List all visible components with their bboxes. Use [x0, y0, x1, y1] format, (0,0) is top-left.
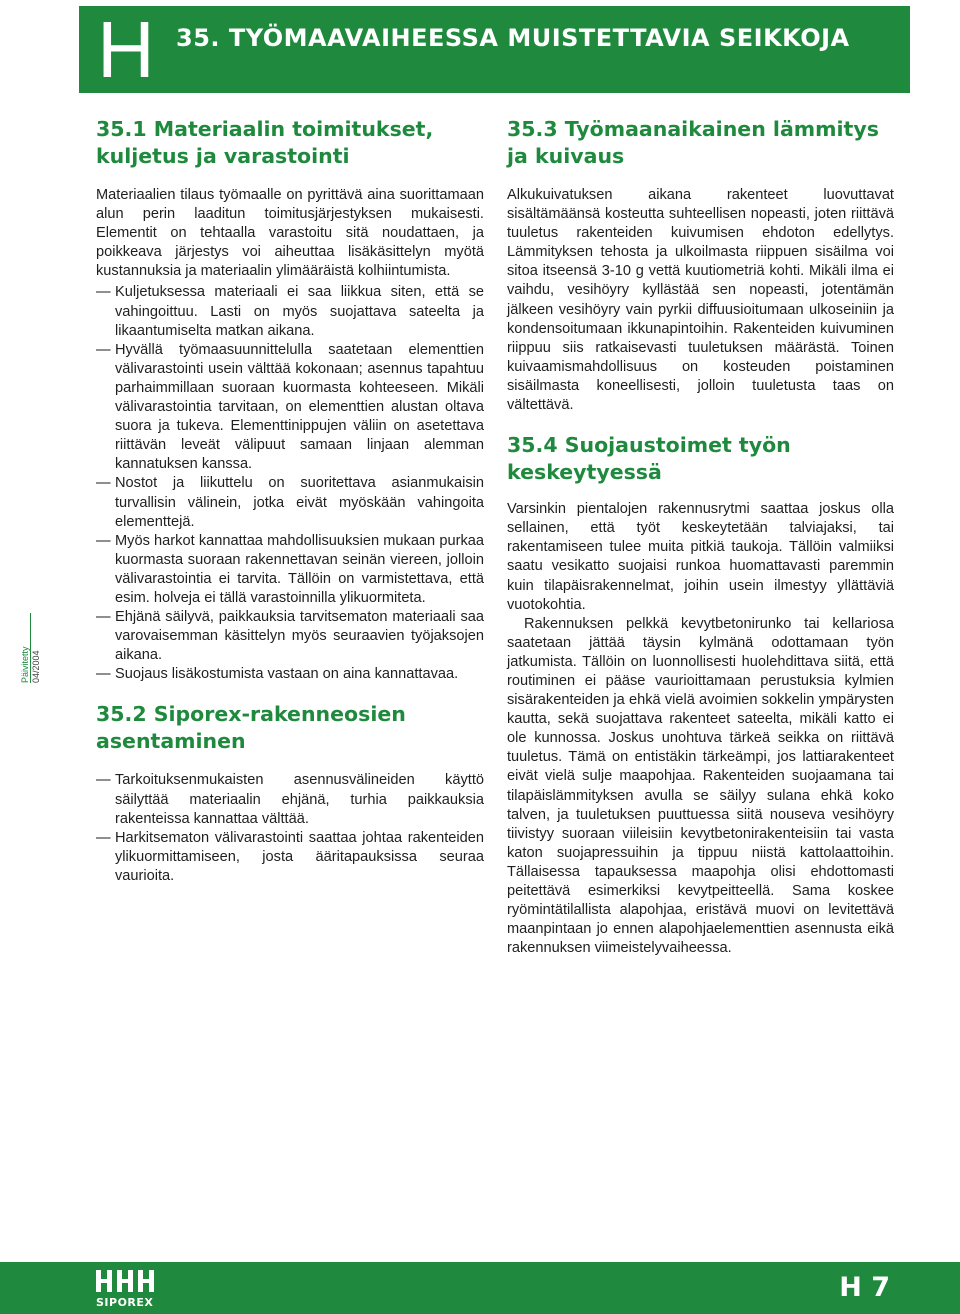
- list-item: — Nostot ja liikuttelu on suoritettava asianmukaisin turvallisin välinein, jotka eivät myöskään vahingoita elementtejä.: [96, 474, 484, 531]
- updated-label: Päivitetty: [20, 646, 30, 683]
- list-item: — Ehjänä säilyvä, paikkauksia tarvitsematon materiaali saa varovaisemman käsittelyn myös seuraavien työjaksojen aikana.: [96, 608, 484, 665]
- list-item: — Tarkoituksenmukaisten asennusvälineiden käyttö säilyttää materiaalin ehjänä, turhia paikkauksia rakenteissa kannattaa välttää.: [96, 771, 484, 828]
- list-item: — Suojaus lisäkostumista vastaan on aina kannattavaa.: [96, 665, 484, 684]
- list-item: — Harkitsematon välivarastointi saattaa johtaa rakenteiden ylikuormittamiseen, josta ääritapauksissa seuraa vaurioita.: [96, 829, 484, 886]
- section-35-4-paragraph-1: Varsinkin pientalojen rakennusrytmi saattaa joskus olla sellainen, että työt keskeytetään talviajaksi, tai rakentamiseen tulee muita pitkiä taukoja. Tällöin valmiiksi saatu vesikatto suojaisi runkoa huomattavasti paremmin kuin tilapäisrakennelmat, joihin usein ilmestyy yllättäviä vuotokohtia.: [507, 501, 894, 613]
- section-35-2-heading: 35.2 Siporex-rakenneosien asentaminen: [96, 702, 406, 754]
- section-35-1-intro: Materiaalien tilaus työmaalle on pyrittävä aina suorittamaan alun perin laaditun toimitusjärjestyksen mukaisesti. Elementit on tehtaalla varastoitu sitä noudattaen, ja poikkeava järjestys voi aiheuttaa lisäkäsittelyn myötä kustannuksia ja materiaalin ylimääräistä kolhiintumista.: [96, 187, 484, 280]
- page-number: H 7: [839, 1272, 890, 1303]
- section-35-2-list: [96, 771, 484, 886]
- section-35-4-paragraph-2: Rakennuksen pelkkä kevytbetonirunko tai kellariosa saatetaan jättää täysin kylmänä odottamaan työn jatkumista. Tällöin on luonnollisesti huolehdittava siitä, että routiminen ei pääse vaurioittamaan perustuksia kylmien sisärakenteiden ja ehkä vielä avoimien sokkelin ympärysten kautta, sekä suojattava rakenteet sateelta, mikäli katto ei ole kunnossa. Joskus unohtuva tärkeä seikka on riittävä tuuletus. Tämä on entistäkin tärkeämpi, jos lattiarakenteet eivät vielä sulje maapohjaa. Rakenteiden suojaamana tai tilapäislämmityksen avulla se säilyy sulana ehkä koko talven, ja tuuletuksen puuttuessa siitä nouseva vesihöyry tiivistyy suoraan viileisiin kevytbetonirakenteisiin tai vasta katon suojapressuihin ja tippuu niistä kattolaattoihin. Tällaisessa tapauksessa maapohja olisi ehdottomasti peitettävä esimerkiksi kevytpeitteellä. Sama koskee ryömintätilallista alapohjaa, eristävä muovi on levitettävä maanpintaan jo ennen alapohjaelementtien asennusta eikä rakennuksen viimeistelyvaiheessa.: [507, 615, 894, 957]
- updated-date: 04/2004: [31, 650, 41, 683]
- section-35-1-heading: 35.1 Materiaalin toimitukset, kuljetus ja varastointi: [96, 117, 434, 168]
- updated-note: [20, 646, 41, 763]
- brand-name: SIPOREX: [96, 1296, 154, 1309]
- left-column: [96, 116, 484, 886]
- section-35-1-list: [96, 283, 484, 684]
- right-column: [507, 116, 894, 958]
- section-35-4-heading: 35.4 Suojaustoimet työn keskeytyessä: [507, 433, 791, 485]
- list-item: — Hyvällä työmaasuunnittelulla saatetaan elementtien välivarastointi usein välttää kokonaan; asennus tapahtuu parhaimmillaan suoraan kuormasta kohteeseen. Mikäli välivarastointia tarvitaan, on elementtien alustan oltava suora ja tukeva. Elementtinippujen väliin on asetettava riittävän leveät välipuut samaan linjaan alemman kannatuksen kanssa.: [96, 341, 484, 475]
- list-item: — Kuljetuksessa materiaali ei saa liikkua siten, että se vahingoittuu. Lasti on myös suojattava sateelta ja likaantumiselta matkan aikana.: [96, 283, 484, 340]
- chapter-title: 35. TYÖMAAVAIHEESSA MUISTETTAVIA SEIKKOJA: [176, 24, 850, 52]
- chapter-letter: H: [97, 6, 154, 93]
- siporex-logo-icon: [96, 1270, 154, 1292]
- list-item: — Myös harkot kannattaa mahdollisuuksien mukaan purkaa kuormasta suoraan rakennettavan seinän viereen, jolloin välivarastointia ei tarvita. Tällöin on varmistettava, että esim. holveja ei tällä varastoinnilla ylikuormiteta.: [96, 532, 484, 608]
- section-35-3-heading: 35.3 Työmaanaikainen lämmitys ja kuivaus: [507, 117, 879, 168]
- page-footer: [0, 1262, 960, 1314]
- section-35-3-text: Alkukuivatuksen aikana rakenteet luovuttavat sisältämäänsä kosteutta suhteellisen nopeasti, joten riittävä tuuletus rakenteiden kuivumisen ehdoton edellytys. Lämmityksen tehosta ja ulkoilmasta riippuen sisäilma voi sitoa itseensä 3-10 g vettä kuutiometriä kohti. Mikäli ilma ei vaihdu, vesihöyry kyllästää sen nopeasti, jotentämän jälkeen vesihöyry vain pyrkii diffuusioitumaan ulkoseiniin ja kondensoitumaan ikkunapintoihin. Rakenteiden kuivuminen riippuu siis ratkaisevasti tuuletuksen määrästä. Toinen kuivaamismahdollisuus on kosteuden poistaminen sisäilmasta koneellisesti, jolloin tuuletusta taas on vältettävä.: [507, 187, 894, 414]
- chapter-header: [79, 6, 910, 93]
